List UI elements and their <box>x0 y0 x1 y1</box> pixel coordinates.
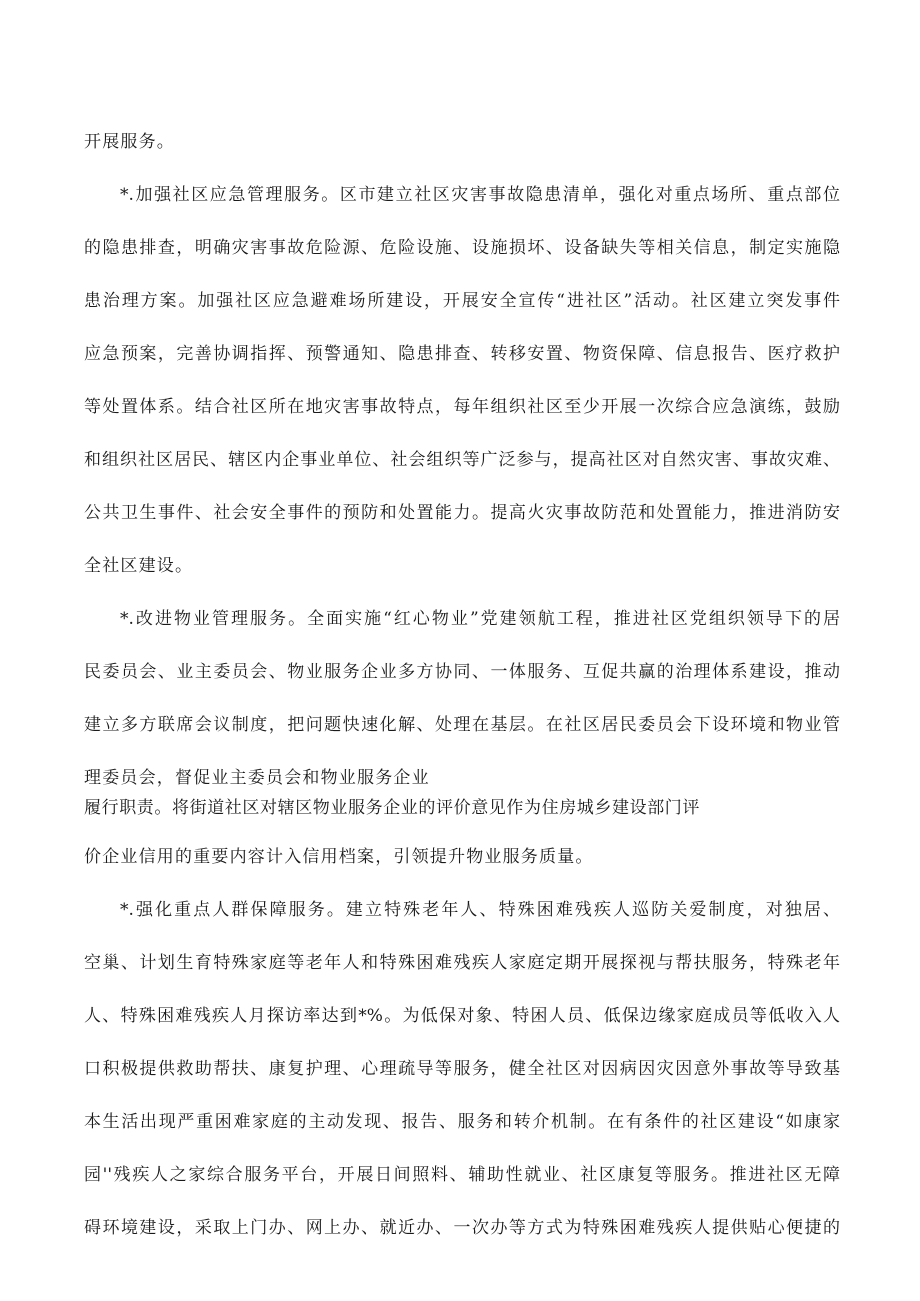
paragraph-line: 全社区建设。 <box>84 556 194 576</box>
paragraph-line: 园''残疾人之家综合服务平台，开展日间照料、辅助性就业、社区康复等服务。推进社区无障 <box>84 1165 840 1185</box>
paragraph-line: 价企业信用的重要内容计入信用档案，引领提升物业服务质量。 <box>84 847 594 867</box>
paragraph-line: 的隐患排查，明确灾害事故危险源、危险设施、设施损坏、设备缺失等相关信息，制定实施隐 <box>84 238 840 258</box>
paragraph-line: 和组织社区居民、辖区内企事业单位、社会组织等广泛参与，提高社区对自然灾害、事故灾难、 <box>84 450 840 470</box>
paragraph-line: *.改进物业管理服务。全面实施“红心物业”党建领航工程，推进社区党组织领导下的居 <box>120 609 840 629</box>
paragraph-line: 口积极提供救助帮扶、康复护理、心理疏导等服务，健全社区对因病因灾因意外事故等导致基 <box>84 1059 840 1079</box>
paragraph-line: 等处置体系。结合社区所在地灾害事故特点，每年组织社区至少开展一次综合应急演练，鼓励 <box>84 397 840 417</box>
paragraph-line: 公共卫生事件、社会安全事件的预防和处置能力。提高火灾事故防范和处置能力，推进消防安 <box>84 503 840 523</box>
paragraph-line: 履行职责。将街道社区对辖区物业服务企业的评价意见作为住房城乡建设部门评 <box>84 798 700 818</box>
paragraph-line: 碍环境建设，采取上门办、网上办、就近办、一次办等方式为特殊困难残疾人提供贴心便捷的 <box>84 1218 840 1238</box>
paragraph-line: 患治理方案。加强社区应急避难场所建设，开展安全宣传“进社区”活动。社区建立突发事件 <box>84 291 840 311</box>
paragraph-line: 空巢、计划生育特殊家庭等老年人和特殊困难残疾人家庭定期开展探视与帮扶服务，特殊老年 <box>84 953 840 973</box>
paragraph-line: 应急预案，完善协调指挥、预警通知、隐患排查、转移安置、物资保障、信息报告、医疗救护 <box>84 344 840 364</box>
paragraph-line: 民委员会、业主委员会、物业服务企业多方协同、一体服务、互促共赢的治理体系建设，推动 <box>84 662 840 682</box>
paragraph-line: 人、特殊困难残疾人月探访率达到*%。为低保对象、特困人员、低保边缘家庭成员等低收入人 <box>84 1006 840 1026</box>
paragraph-line: 理委员会，督促业主委员会和物业服务企业 <box>84 768 430 788</box>
paragraph-line: *.强化重点人群保障服务。建立特殊老年人、特殊困难残疾人巡防关爱制度，对独居、 <box>120 900 840 920</box>
paragraph-line: 本生活出现严重困难家庭的主动发现、报告、服务和转介机制。在有条件的社区建设“如康家 <box>84 1112 840 1132</box>
paragraph-line: 开展服务。 <box>84 132 175 152</box>
paragraph-line: *.加强社区应急管理服务。区市建立社区灾害事故隐患清单，强化对重点场所、重点部位 <box>120 185 840 205</box>
paragraph-line: 建立多方联席会议制度，把问题快速化解、处理在基层。在社区居民委员会下设环境和物业管 <box>84 715 840 735</box>
